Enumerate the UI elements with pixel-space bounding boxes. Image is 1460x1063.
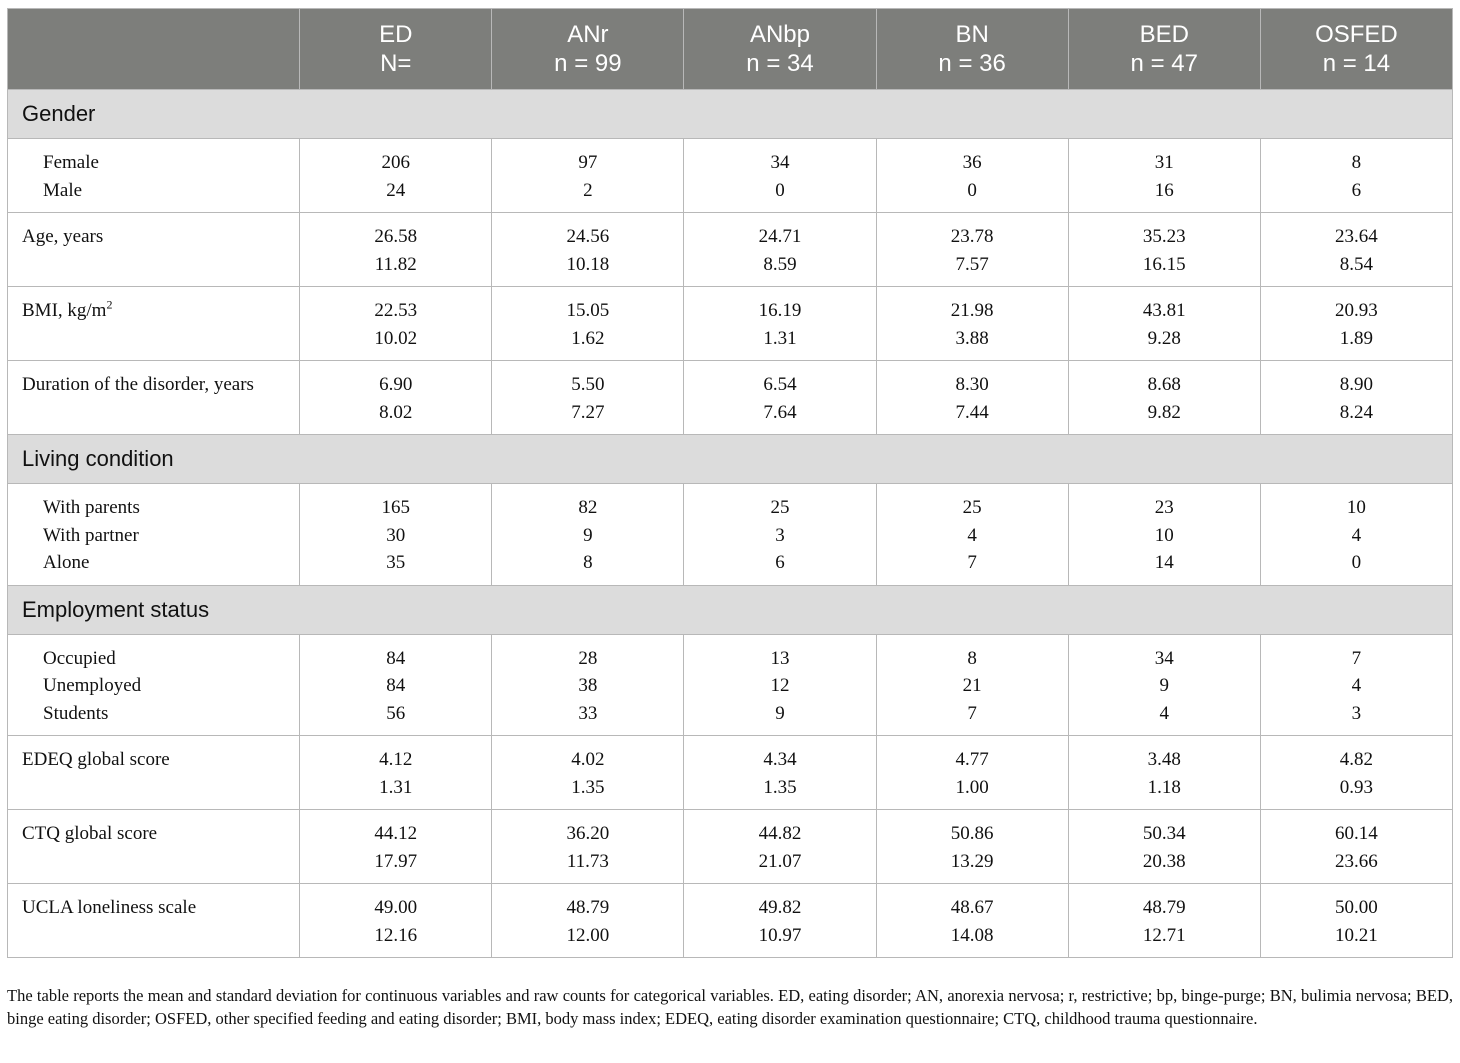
mean-value: 44.82 xyxy=(758,823,802,844)
header-bed xyxy=(1068,9,1260,90)
value: 4 xyxy=(967,524,977,546)
header-corner xyxy=(8,9,300,90)
sd-value: 21.07 xyxy=(758,850,802,872)
sub-label: With parents xyxy=(43,497,140,518)
section-living-condition xyxy=(8,435,1453,484)
value: 0 xyxy=(775,179,785,201)
mean-value: 43.81 xyxy=(1142,300,1186,321)
mean-value: 50.00 xyxy=(1335,897,1378,918)
column-n: N= xyxy=(380,50,412,77)
value: 4 xyxy=(1351,524,1362,546)
mean-value: 23.64 xyxy=(1335,226,1378,247)
sd-value: 1.31 xyxy=(379,776,413,798)
sub-label: Female xyxy=(43,152,99,173)
value: 4 xyxy=(1351,675,1362,696)
cell xyxy=(1260,810,1452,884)
sd-value: 9.82 xyxy=(1147,401,1181,423)
table-row-employment xyxy=(8,634,1453,736)
cell xyxy=(1260,287,1452,361)
label-superscript: 2 xyxy=(106,297,113,312)
sd-value: 7.44 xyxy=(955,401,989,423)
row-label xyxy=(8,361,300,435)
cell xyxy=(492,484,684,586)
column-n: n = 36 xyxy=(938,50,1006,77)
mean-value: 3.48 xyxy=(1147,749,1181,770)
mean-value: 20.93 xyxy=(1335,300,1378,321)
table-footnote: The table reports the mean and standard deviation for continuous variables and raw counts for categorical variables. ED, eating disorder; AN, anorexia nervosa; r, restrictive; bp, binge-purge; BN, bulimia nervosa; BED, binge eating disorder; OSFED, other specified feeding and eating disorder; BMI, body mass index; EDEQ, eating disorder examination questionnaire; CTQ, childhood trauma questionnaire. xyxy=(7,986,1453,1028)
cell xyxy=(300,484,492,586)
sd-value: 10.02 xyxy=(374,327,418,349)
cell xyxy=(492,213,684,287)
sd-value: 1.00 xyxy=(955,776,989,798)
cell xyxy=(1260,361,1452,435)
cell xyxy=(492,736,684,810)
mean-value: 48.67 xyxy=(950,897,994,918)
label-text: Age, years xyxy=(22,226,104,247)
column-n: n = 47 xyxy=(1130,50,1198,77)
mean-value: 6.54 xyxy=(763,374,797,395)
value: 84 xyxy=(386,675,406,696)
mean-value: 8.90 xyxy=(1339,374,1374,395)
value: 84 xyxy=(386,647,406,669)
label-main: BMI, kg/m xyxy=(22,300,107,321)
sd-value: 0.93 xyxy=(1339,776,1374,798)
label-text: Duration of the disorder, years xyxy=(22,374,254,395)
mean-value: 49.82 xyxy=(758,897,802,918)
cell xyxy=(1068,287,1260,361)
value: 10 xyxy=(1154,524,1174,546)
cell xyxy=(1068,213,1260,287)
value: 25 xyxy=(770,497,790,518)
row-label xyxy=(8,884,300,958)
cell xyxy=(876,213,1068,287)
cell xyxy=(300,884,492,958)
mean-value: 4.34 xyxy=(763,749,797,770)
value: 9 xyxy=(1159,675,1169,696)
mean-value: 36.20 xyxy=(566,823,610,844)
value: 6 xyxy=(1351,179,1362,201)
column-name: BN xyxy=(955,21,989,48)
sd-value: 7.57 xyxy=(955,253,989,275)
mean-value: 24.71 xyxy=(758,226,802,247)
table-row-gender xyxy=(8,139,1453,213)
cell xyxy=(1260,736,1452,810)
sd-value: 7.27 xyxy=(571,401,605,423)
sd-value: 1.35 xyxy=(763,776,797,798)
cell xyxy=(684,884,876,958)
header-bn xyxy=(876,9,1068,90)
cell xyxy=(876,287,1068,361)
header-ed xyxy=(300,9,492,90)
cell xyxy=(492,361,684,435)
value: 28 xyxy=(578,647,598,669)
value: 38 xyxy=(578,675,598,696)
value: 165 xyxy=(381,497,410,518)
cell xyxy=(684,287,876,361)
mean-value: 50.34 xyxy=(1142,823,1186,844)
cell xyxy=(492,287,684,361)
value: 36 xyxy=(962,152,982,173)
value: 7 xyxy=(967,552,977,573)
cell xyxy=(684,736,876,810)
sub-label: Alone xyxy=(43,552,90,573)
cell xyxy=(300,361,492,435)
column-n: n = 99 xyxy=(554,50,622,77)
sd-value: 7.64 xyxy=(763,401,797,423)
cell xyxy=(876,736,1068,810)
value: 8 xyxy=(583,552,593,573)
sd-value: 8.54 xyxy=(1339,253,1374,275)
sd-value: 1.62 xyxy=(571,327,605,349)
value: 4 xyxy=(1159,702,1169,724)
mean-value: 26.58 xyxy=(374,226,418,247)
sd-value: 8.59 xyxy=(763,253,797,275)
mean-value: 6.90 xyxy=(379,374,413,395)
table-row-bmi xyxy=(8,287,1453,361)
mean-value: 8.30 xyxy=(955,374,989,395)
mean-value: 15.05 xyxy=(566,300,610,321)
mean-value: 48.79 xyxy=(1142,897,1186,918)
cell xyxy=(684,361,876,435)
sd-value: 8.24 xyxy=(1339,401,1374,423)
value: 13 xyxy=(770,647,790,669)
row-label xyxy=(8,736,300,810)
column-name: ANbp xyxy=(749,21,811,48)
column-n: n = 34 xyxy=(746,50,814,77)
cell xyxy=(1260,139,1452,213)
section-employment-status xyxy=(8,585,1453,634)
value: 7 xyxy=(967,702,977,724)
value: 3 xyxy=(775,524,785,546)
mean-value: 4.12 xyxy=(379,749,413,770)
label-text: UCLA loneliness scale xyxy=(22,897,197,918)
cell xyxy=(876,810,1068,884)
sub-label: With partner xyxy=(43,524,139,546)
cell xyxy=(684,634,876,736)
value: 7 xyxy=(1351,647,1362,669)
value: 24 xyxy=(386,179,406,201)
cell xyxy=(492,884,684,958)
sd-value: 8.02 xyxy=(379,401,413,423)
mean-value: 4.82 xyxy=(1339,749,1374,770)
sd-value: 20.38 xyxy=(1142,850,1186,872)
cell xyxy=(492,139,684,213)
cell xyxy=(876,884,1068,958)
column-n: n = 14 xyxy=(1322,50,1391,77)
table-row-ctq xyxy=(8,810,1453,884)
row-label xyxy=(8,810,300,884)
mean-value: 48.79 xyxy=(566,897,610,918)
mean-value: 44.12 xyxy=(374,823,418,844)
label-text: EDEQ global score xyxy=(22,749,170,770)
mean-value: 24.56 xyxy=(566,226,610,247)
mean-value: 60.14 xyxy=(1335,823,1378,844)
value: 30 xyxy=(386,524,406,546)
value: 9 xyxy=(583,524,593,546)
sd-value: 11.82 xyxy=(374,253,417,275)
value: 16 xyxy=(1154,179,1174,201)
mean-value: 23.78 xyxy=(950,226,994,247)
section-title: Living condition xyxy=(8,435,1453,484)
table-row-edeq xyxy=(8,736,1453,810)
sd-value: 1.89 xyxy=(1339,327,1374,349)
sd-value: 13.29 xyxy=(950,850,994,872)
value: 8 xyxy=(967,647,977,669)
cell xyxy=(1068,736,1260,810)
cell xyxy=(1260,634,1452,736)
value: 31 xyxy=(1154,152,1174,173)
mean-value: 35.23 xyxy=(1142,226,1186,247)
value: 97 xyxy=(578,152,598,173)
sd-value: 12.71 xyxy=(1142,924,1186,946)
mean-value: 4.77 xyxy=(955,749,989,770)
mean-value: 22.53 xyxy=(374,300,418,321)
cell xyxy=(1260,213,1452,287)
cell xyxy=(1068,884,1260,958)
section-gender xyxy=(8,90,1453,139)
cell xyxy=(1068,634,1260,736)
sd-value: 3.88 xyxy=(955,327,989,349)
value: 56 xyxy=(386,702,406,724)
cell xyxy=(684,484,876,586)
value: 8 xyxy=(1351,152,1362,173)
cell xyxy=(300,287,492,361)
cell xyxy=(300,213,492,287)
label-text: CTQ global score xyxy=(22,823,158,844)
value: 3 xyxy=(1351,702,1362,724)
sd-value: 12.00 xyxy=(566,924,610,946)
value: 0 xyxy=(967,179,977,201)
value: 35 xyxy=(386,552,406,573)
sd-value: 1.35 xyxy=(571,776,605,798)
table-row-duration xyxy=(8,361,1453,435)
sd-value: 11.73 xyxy=(566,850,609,872)
cell xyxy=(684,139,876,213)
sd-value: 1.18 xyxy=(1147,776,1181,798)
section-title: Gender xyxy=(8,90,1453,139)
column-name: ANr xyxy=(567,21,609,48)
header-anbp xyxy=(684,9,876,90)
mean-value: 21.98 xyxy=(950,300,994,321)
table-row-ucla xyxy=(8,884,1453,958)
mean-value: 4.02 xyxy=(571,749,605,770)
value: 6 xyxy=(775,552,785,573)
cell xyxy=(876,484,1068,586)
sd-value: 9.28 xyxy=(1147,327,1181,349)
value: 25 xyxy=(962,497,982,518)
sub-label: Occupied xyxy=(43,647,116,669)
mean-value: 5.50 xyxy=(571,374,605,395)
table-container xyxy=(7,8,1453,958)
value: 14 xyxy=(1154,552,1174,573)
cell xyxy=(1260,484,1452,586)
cell xyxy=(876,139,1068,213)
section-title: Employment status xyxy=(8,585,1453,634)
table-row-living xyxy=(8,484,1453,586)
cell xyxy=(492,810,684,884)
cell xyxy=(492,634,684,736)
sub-label: Students xyxy=(43,702,109,724)
mean-value: 49.00 xyxy=(374,897,418,918)
row-label xyxy=(8,634,300,736)
value: 21 xyxy=(962,675,982,696)
sd-value: 1.31 xyxy=(763,327,797,349)
cell xyxy=(300,139,492,213)
row-label xyxy=(8,139,300,213)
value: 34 xyxy=(1154,647,1174,669)
mean-value: 16.19 xyxy=(758,300,802,321)
sd-value: 10.18 xyxy=(566,253,610,275)
cell xyxy=(300,634,492,736)
sd-value: 17.97 xyxy=(374,850,418,872)
sd-value: 10.21 xyxy=(1335,924,1378,946)
row-label xyxy=(8,213,300,287)
sub-label: Unemployed xyxy=(43,675,142,696)
cell xyxy=(300,810,492,884)
cell xyxy=(300,736,492,810)
sd-value: 10.97 xyxy=(758,924,802,946)
header-row xyxy=(8,9,1453,90)
value: 0 xyxy=(1351,552,1362,573)
value: 10 xyxy=(1346,497,1366,518)
cell xyxy=(684,810,876,884)
cell xyxy=(1068,810,1260,884)
column-name: OSFED xyxy=(1315,21,1398,48)
cell xyxy=(1068,139,1260,213)
sd-value: 16.15 xyxy=(1142,253,1186,275)
header-anr xyxy=(492,9,684,90)
table-row-age xyxy=(8,213,1453,287)
header-osfed xyxy=(1260,9,1452,90)
value: 34 xyxy=(770,152,790,173)
value: 23 xyxy=(1154,497,1174,518)
mean-value: 8.68 xyxy=(1147,374,1181,395)
value: 33 xyxy=(578,702,598,724)
sd-value: 14.08 xyxy=(950,924,994,946)
demographics-table xyxy=(7,8,1453,958)
cell xyxy=(876,634,1068,736)
label-text xyxy=(22,297,299,325)
mean-value: 50.86 xyxy=(950,823,994,844)
row-label xyxy=(8,287,300,361)
sd-value: 12.16 xyxy=(374,924,418,946)
cell xyxy=(1260,884,1452,958)
value: 12 xyxy=(770,675,790,696)
cell xyxy=(1068,361,1260,435)
column-name: ED xyxy=(379,21,413,48)
cell xyxy=(684,213,876,287)
column-name: BED xyxy=(1139,21,1189,48)
value: 82 xyxy=(578,497,598,518)
cell xyxy=(1068,484,1260,586)
value: 9 xyxy=(775,702,785,724)
cell xyxy=(876,361,1068,435)
row-label xyxy=(8,484,300,586)
value: 206 xyxy=(381,152,410,173)
sub-label: Male xyxy=(43,179,83,201)
value: 2 xyxy=(583,179,593,201)
sd-value: 23.66 xyxy=(1335,850,1378,872)
